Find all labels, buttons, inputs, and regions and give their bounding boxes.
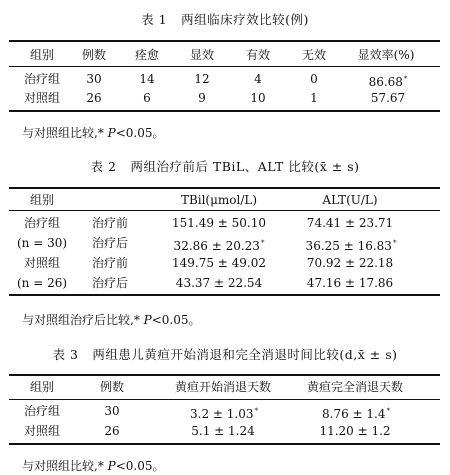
table1-top-rule xyxy=(9,40,440,42)
t1-r1-group: 治疗组 xyxy=(23,72,61,86)
t2-r4-tbil: 43.37 ± 22.54 xyxy=(175,276,263,290)
t2-header-group: 组别 xyxy=(29,193,55,207)
t2-r4-alt: 47.16 ± 17.86 xyxy=(306,276,394,290)
t1-r1-ineffective: 0 xyxy=(310,72,318,86)
table3-title: 两组患儿黄疸开始消退和完全消退时间比较(d,x̄ ± s) xyxy=(92,347,398,362)
t2-r3-tbil: 149.75 ± 49.02 xyxy=(171,256,267,270)
t1-r1-count: 30 xyxy=(86,72,102,86)
significance-mark: * xyxy=(260,239,265,247)
table1-label: 表 1 xyxy=(141,12,168,27)
t1-r2-ineffective: 1 xyxy=(310,91,318,105)
t1-r1-rate: 86.68* xyxy=(368,75,408,89)
t3-r1-complete: 8.76 ± 1.4* xyxy=(322,407,390,421)
t3-r2-onset: 5.1 ± 1.24 xyxy=(191,424,255,438)
table2-label: 表 2 xyxy=(90,159,117,174)
table1-bottom-rule xyxy=(9,110,440,112)
t1-r2-count: 26 xyxy=(86,91,102,105)
t3-r2-complete: 11.20 ± 1.2 xyxy=(319,424,391,438)
t1-header-marked: 显效 xyxy=(189,48,215,62)
t2-r2-alt: 36.25 ± 16.83* xyxy=(305,239,397,253)
t3-r1-onset: 3.2 ± 1.03* xyxy=(190,407,258,421)
t1-r1-cured: 14 xyxy=(139,72,155,86)
t2-r2-group: (n = 30) xyxy=(16,236,68,250)
t1-header-cured: 痊愈 xyxy=(134,48,160,62)
t1-r1-effective: 4 xyxy=(254,72,262,86)
t1-header-effective: 有效 xyxy=(245,48,271,62)
t2-r1-group: 治疗组 xyxy=(23,216,61,230)
table2-bottom-rule xyxy=(9,294,440,296)
t2-header-alt: ALT(U/L) xyxy=(322,193,378,207)
t1-r2-marked: 9 xyxy=(198,91,206,105)
t2-r4-group: (n = 26) xyxy=(16,276,68,290)
table3-top-rule xyxy=(9,374,440,376)
t2-r1-phase: 治疗前 xyxy=(91,216,129,230)
t2-r3-group: 对照组 xyxy=(23,256,61,270)
t1-header-count: 例数 xyxy=(81,48,107,62)
t3-header-group: 组别 xyxy=(29,380,55,394)
table1-caption xyxy=(0,10,450,28)
t1-header-rate: 显效率(%) xyxy=(357,48,415,62)
t3-header-count: 例数 xyxy=(99,380,125,394)
table2-footnote: 与对照组治疗后比较,* P<0.05。 xyxy=(22,313,201,327)
significance-mark: * xyxy=(403,75,408,83)
t2-r1-alt: 74.41 ± 23.71 xyxy=(306,216,394,230)
t1-header-ineffective: 无效 xyxy=(301,48,327,62)
table2-caption xyxy=(0,157,450,175)
table1-footnote: 与对照组比较,* P<0.05。 xyxy=(22,126,165,140)
significance-mark: * xyxy=(386,407,390,415)
t3-r1-group: 治疗组 xyxy=(23,404,61,418)
t2-r4-phase: 治疗后 xyxy=(91,276,129,290)
table3-header-rule xyxy=(9,399,440,400)
table2-header-rule xyxy=(9,210,440,211)
t3-header-onset: 黄疸开始消退天数 xyxy=(174,380,272,394)
t1-r2-cured: 6 xyxy=(143,91,151,105)
t3-header-complete: 黄疸完全消退天数 xyxy=(306,380,404,394)
table1-title: 两组临床疗效比较(例) xyxy=(181,12,309,27)
t3-r1-count: 30 xyxy=(104,404,120,418)
t1-header-group: 组别 xyxy=(29,48,55,62)
t2-r2-phase: 治疗后 xyxy=(91,236,129,250)
t2-r1-tbil: 151.49 ± 50.10 xyxy=(171,216,267,230)
t3-r2-count: 26 xyxy=(104,424,120,438)
t2-r3-phase: 治疗前 xyxy=(91,256,129,270)
t2-r2-tbil: 32.86 ± 20.23* xyxy=(173,239,265,253)
table3-label: 表 3 xyxy=(52,347,79,362)
table3-footnote: 与对照组比较,* P<0.05。 xyxy=(22,459,165,473)
t1-r2-rate: 57.67 xyxy=(370,91,406,105)
significance-mark: * xyxy=(254,407,258,415)
table2-title: 两组治疗前后 TBiL、ALT 比较(x̄ ± s) xyxy=(130,159,360,174)
t1-r1-marked: 12 xyxy=(194,72,210,86)
table1-header-rule xyxy=(9,66,440,67)
t2-header-tbil: TBil(μmol/L) xyxy=(180,193,258,207)
t3-r2-group: 对照组 xyxy=(23,424,61,438)
t1-r2-effective: 10 xyxy=(250,91,266,105)
table3-caption xyxy=(0,345,450,363)
t1-r2-group: 对照组 xyxy=(23,91,61,105)
significance-mark: * xyxy=(392,239,397,247)
table3-bottom-rule xyxy=(9,443,440,445)
t2-r3-alt: 70.92 ± 22.18 xyxy=(306,256,394,270)
table2-top-rule xyxy=(9,187,440,189)
